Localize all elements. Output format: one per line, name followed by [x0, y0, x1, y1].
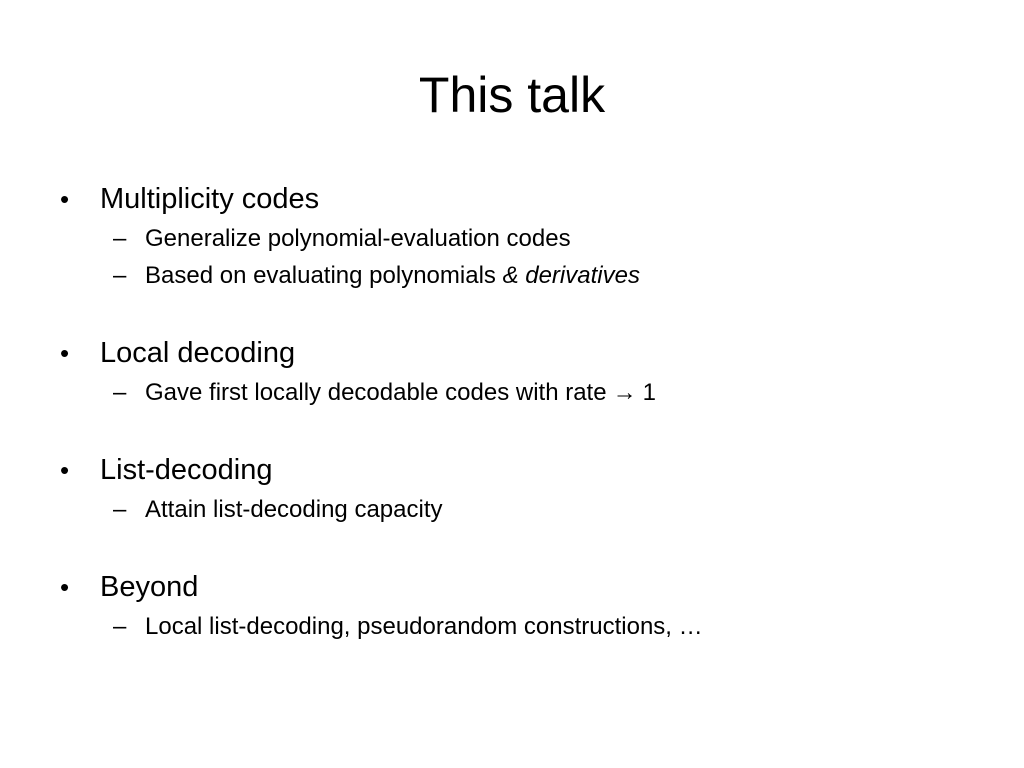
- bullet-label: Beyond: [100, 571, 199, 603]
- bullet-marker: •: [60, 455, 70, 485]
- bullet-item-multiplicity-codes: [60, 178, 980, 294]
- sub-item-text-after: 1: [642, 379, 656, 406]
- sub-item: [113, 374, 980, 411]
- bullet-marker: •: [60, 572, 70, 602]
- sub-item-text: Local list-decoding, pseudorandom constructions, …: [145, 613, 703, 640]
- bullet-marker: •: [60, 184, 70, 214]
- bullet-label: Multiplicity codes: [100, 183, 320, 215]
- sub-list: [113, 374, 980, 411]
- bullet-item-local-decoding: [60, 332, 980, 411]
- dash-marker: –: [113, 225, 127, 252]
- sub-item: [113, 257, 980, 294]
- dash-marker: –: [113, 262, 127, 289]
- bullet-label: List-decoding: [100, 454, 273, 486]
- sub-item-text: Attain list-decoding capacity: [145, 496, 443, 523]
- bullet-list: [60, 178, 980, 683]
- slide-title: This talk: [418, 67, 606, 123]
- sub-list: [113, 491, 980, 528]
- bullet-label: Local decoding: [100, 337, 296, 369]
- sub-list: [113, 608, 980, 645]
- dash-marker: –: [113, 379, 127, 406]
- sub-list: [113, 220, 980, 294]
- bullet-marker: •: [60, 338, 70, 368]
- dash-marker: –: [113, 613, 127, 640]
- sub-item-italic-text: & derivatives: [502, 262, 640, 289]
- sub-item-text: Based on evaluating polynomials: [145, 262, 503, 289]
- bullet-item-beyond: [60, 566, 980, 645]
- sub-item-text: Generalize polynomial-evaluation codes: [145, 225, 571, 252]
- right-arrow-icon: →: [612, 379, 637, 406]
- sub-item: [113, 220, 980, 257]
- bullet-item-list-decoding: [60, 449, 980, 528]
- sub-item: [113, 491, 980, 528]
- dash-marker: –: [113, 496, 127, 523]
- sub-item-text: Gave first locally decodable codes with rate: [145, 379, 607, 406]
- sub-item: [113, 608, 980, 645]
